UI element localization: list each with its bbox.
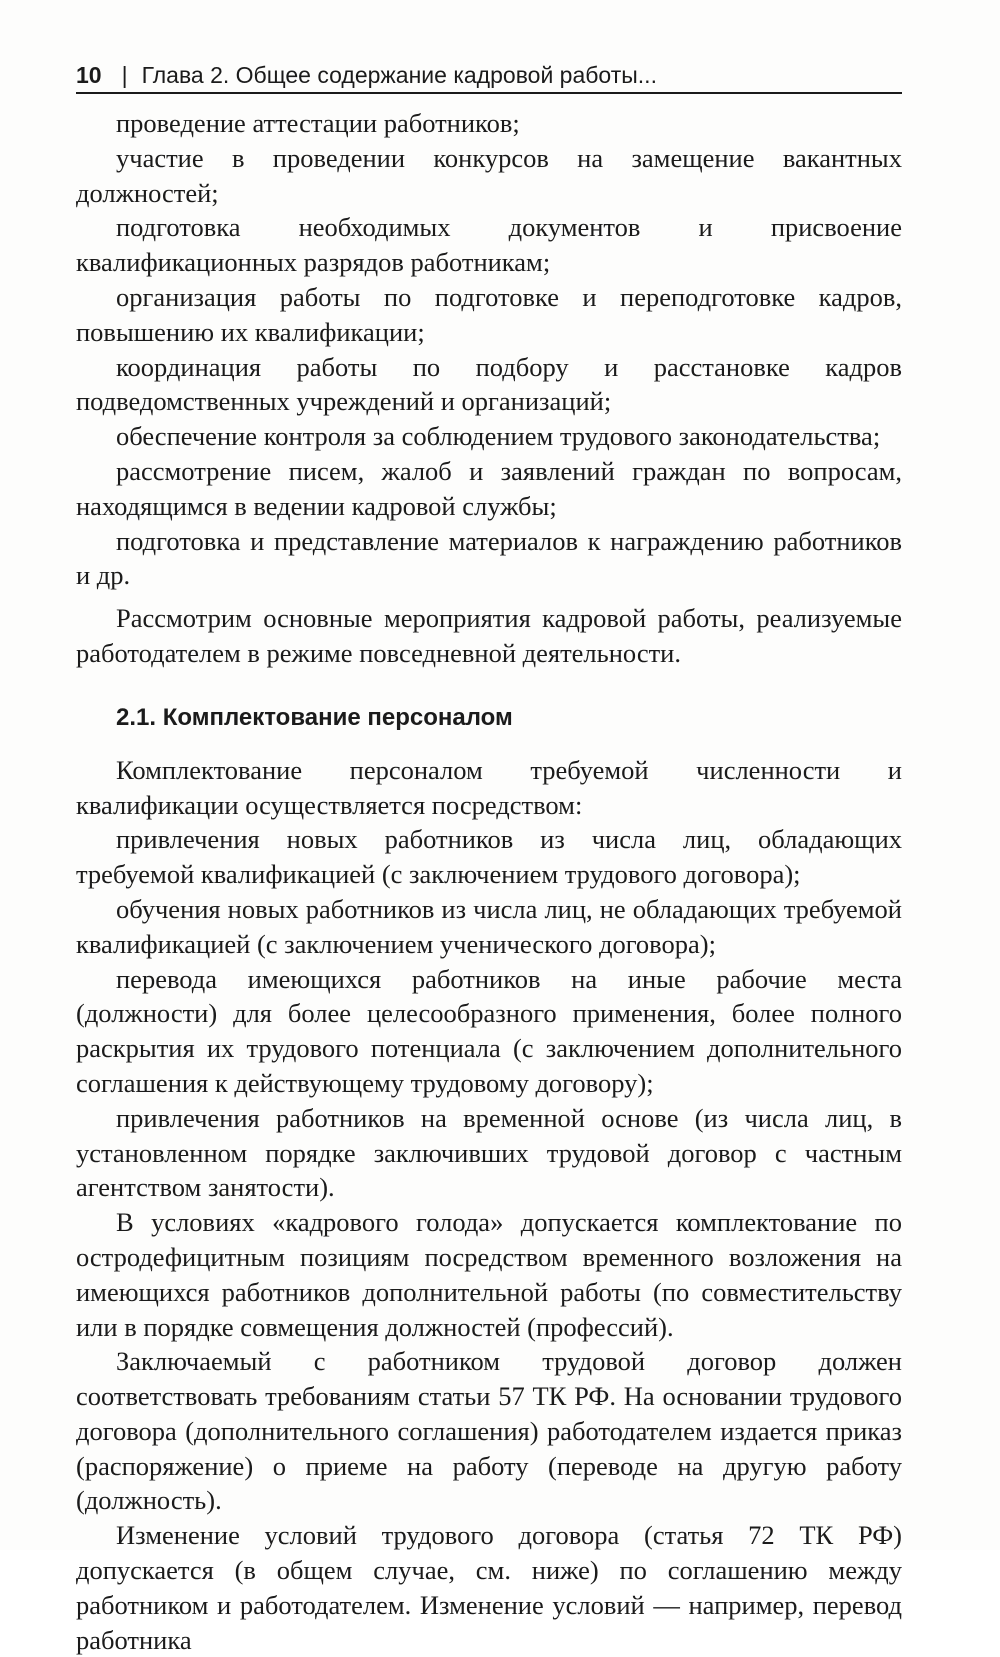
section-heading: 2.1. Комплектование персоналом	[116, 703, 513, 731]
list-item: подготовка необходимых документов и присвоение квалификационных разрядов работникам;	[76, 212, 902, 278]
section-lead: Комплектование персоналом требуемой численности и квалификации осуществляется посредством:	[76, 754, 902, 820]
list-item: участие в проведении конкурсов на замещение вакантных должностей;	[76, 142, 902, 208]
list-item: обеспечение контроля за соблюдением трудового законодательства;	[116, 421, 881, 452]
list-item: перевода имеющихся работников на иные рабочие места (должности) для более целесообразного применения, более полного раскрытия их трудового потенциала (с заключением дополнительного соглашения к действующему трудовому договору);	[76, 963, 902, 1098]
header-separator: |	[121, 62, 128, 88]
list-item: координация работы по подбору и расстановке кадров подведомственных учреждений и организаций;	[76, 351, 902, 417]
list-item: организация работы по подготовке и переподготовке кадров, повышению их квалификации;	[76, 281, 902, 347]
page-body	[76, 106, 902, 1657]
list-item: проведение аттестации работников;	[116, 108, 520, 138]
page-number: 10	[76, 62, 102, 88]
body-paragraph: Изменение условий трудового договора (статья 72 ТК РФ) допускается (в общем случае, см. ниже) по соглашению между работником и работодателем. Изменение условий — например, перевод работника	[76, 1520, 902, 1655]
list-item: привлечения работников на временной основе (из числа лиц, в установленном порядке заключивших трудовой договор с частным агентством занятости).	[76, 1102, 902, 1203]
intro-paragraph: Рассмотрим основные мероприятия кадровой работы, реализуемые работодателем в режиме повседневной деятельности.	[76, 603, 902, 668]
staffing-methods-list	[76, 822, 902, 1205]
list-item: рассмотрение писем, жалоб и заявлений граждан по вопросам, находящимся в ведении кадровой службы;	[76, 455, 902, 521]
body-paragraph: В условиях «кадрового голода» допускается комплектование по остродефицитным позициям посредством временного возложения на имеющихся работников дополнительной работы (по совместительству или в порядке совмещения должностей (профессий).	[76, 1207, 902, 1342]
list-item: обучения новых работников из числа лиц, не обладающих требуемой квалификацией (с заключением ученического договора);	[76, 893, 902, 959]
list-item: подготовка и представление материалов к награждению работников и др.	[76, 525, 902, 591]
body-paragraph: Заключаемый с работником трудовой договор должен соответствовать требованиям статьи 57 ТК РФ. На основании трудового договора (дополнительного соглашения) работодателем издается приказ (распоряжение) о приеме на работу (переводе на другую работу (должность).	[76, 1346, 902, 1516]
list-item: привлечения новых работников из числа лиц, обладающих требуемой квалификацией (с заключением трудового договора);	[76, 824, 902, 890]
duties-list	[76, 106, 902, 593]
chapter-title: Глава 2. Общее содержание кадровой работы...	[141, 62, 657, 88]
running-header	[76, 58, 902, 94]
